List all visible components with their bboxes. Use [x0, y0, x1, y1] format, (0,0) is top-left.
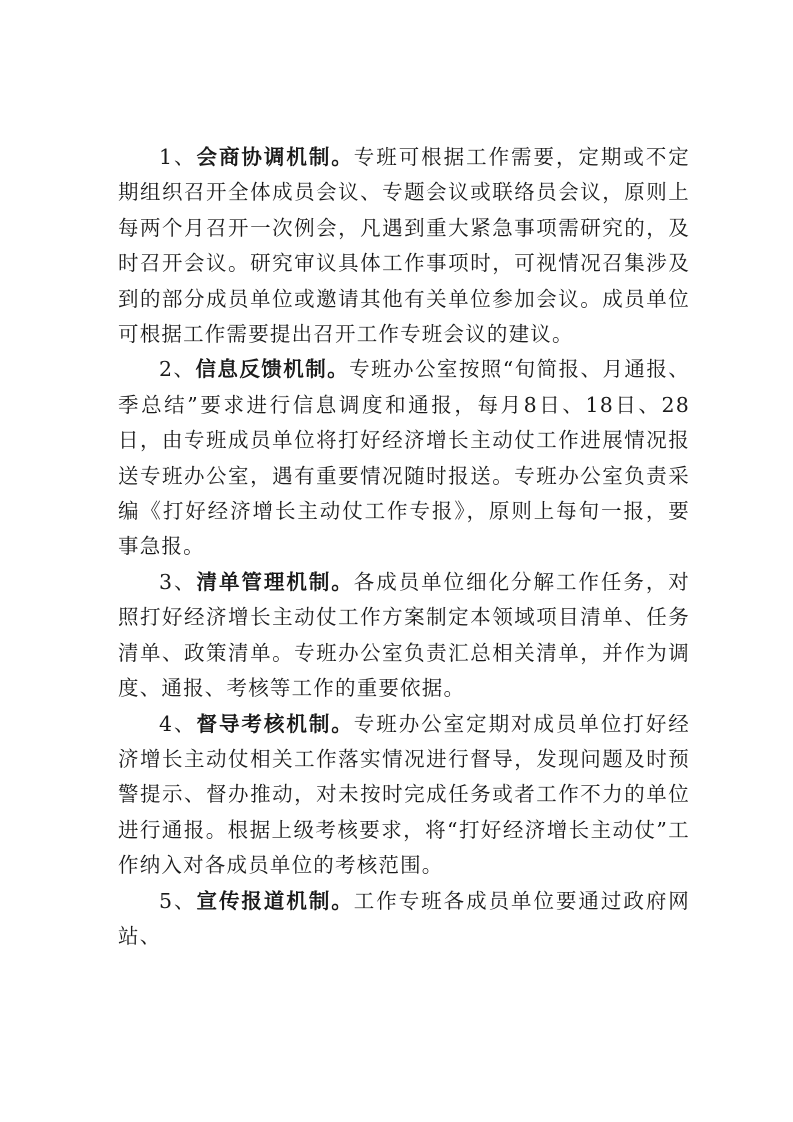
paragraph-text: 工作专班各成员单位要通过政府网站、 — [118, 888, 691, 948]
paragraph-text: 专班办公室按照“旬简报、月通报、季总结”要求进行信息调度和通报，每月8日、18日、28日，由专班成员单位将打好经济增长主动仗工作进展情况报送专班办公室，遇有重要情况随时报送。专班办公室负责采编《打好经济增长主动仗工作专报》，原则上每旬一报，要事急报。 — [118, 357, 690, 559]
paragraph-1 — [118, 140, 690, 352]
paragraph-number: 4、 — [159, 711, 197, 736]
paragraph-3 — [118, 565, 690, 707]
paragraph-text: 专班可根据工作需要，定期或不定期组织召开全体成员会议、专题会议或联络员会议，原则上每两个月召开一次例会，凡遇到重大紧急事项需研究的，及时召开会议。研究审议具体工作事项时，可视情况召集涉及到的部分成员单位或邀请其他有关单位参加会议。成员单位可根据工作需要提出召开工作专班会议的建议。 — [118, 145, 691, 347]
paragraph-heading: 信息反馈机制。 — [195, 357, 350, 382]
paragraph-heading: 督导考核机制。 — [196, 711, 354, 736]
paragraph-number: 2、 — [159, 357, 196, 382]
paragraph-text: 专班办公室定期对成员单位打好经济增长主动仗相关工作落实情况进行督导，发现问题及时预警提示、督办推动，对未按时完成任务或者工作不力的单位进行通报。根据上级考核要求，将“打好经济增长主动仗”工作纳入对各成员单位的考核范围。 — [118, 711, 691, 878]
paragraph-2 — [118, 352, 690, 564]
paragraph-heading: 会商协调机制。 — [196, 145, 354, 169]
document-body — [118, 140, 690, 954]
paragraph-heading: 清单管理机制。 — [196, 569, 354, 594]
paragraph-5 — [118, 884, 690, 955]
paragraph-text: 各成员单位细化分解工作任务，对照打好经济增长主动仗工作方案制定本领域项目清单、任务清单、政策清单。专班办公室负责汇总相关清单，并作为调度、通报、考核等工作的重要依据。 — [118, 569, 691, 701]
paragraph-number: 3、 — [159, 569, 197, 594]
paragraph-4 — [118, 707, 690, 884]
paragraph-number: 5、 — [159, 888, 197, 913]
paragraph-heading: 宣传报道机制。 — [196, 888, 354, 913]
paragraph-number: 1、 — [159, 145, 197, 169]
